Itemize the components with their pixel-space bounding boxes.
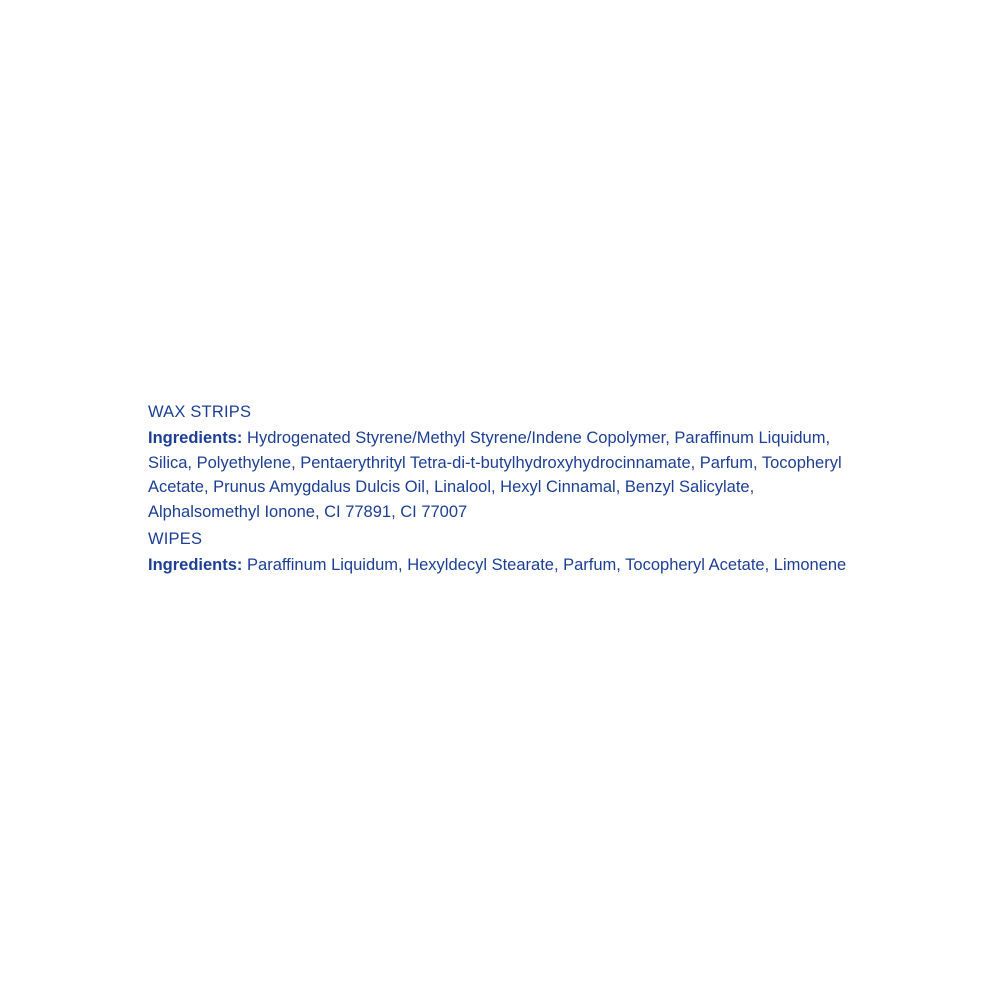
ingredients-label-wax-strips: Ingredients: (148, 429, 243, 447)
ingredients-paragraph-wax-strips (148, 426, 854, 524)
ingredients-paragraph-wipes (148, 553, 854, 578)
ingredients-label-block (148, 400, 854, 578)
section-wipes (148, 527, 854, 578)
section-wax-strips (148, 400, 854, 524)
ingredients-label-wipes: Ingredients: (148, 556, 243, 574)
ingredients-text-wax-strips: Hydrogenated Styrene/Methyl Styrene/Indene Copolymer, Paraffinum Liquidum, Silica, Polyethylene, Pentaerythrityl Tetra-di-t-butylhydroxyhydrocinnamate, Parfum, Tocopheryl Acetate, Prunus Amygdalus Dulcis Oil, Linalool, Hexyl Cinnamal, Benzyl Salicylate, Alphalsomethyl Ionone, CI 77891, CI 77007 (148, 429, 842, 521)
section-heading-wipes: WIPES (148, 530, 203, 548)
ingredients-text-wipes: Paraffinum Liquidum, Hexyldecyl Stearate, Parfum, Tocopheryl Acetate, Limonene (242, 556, 847, 574)
section-heading-wax-strips: WAX STRIPS (148, 403, 252, 421)
